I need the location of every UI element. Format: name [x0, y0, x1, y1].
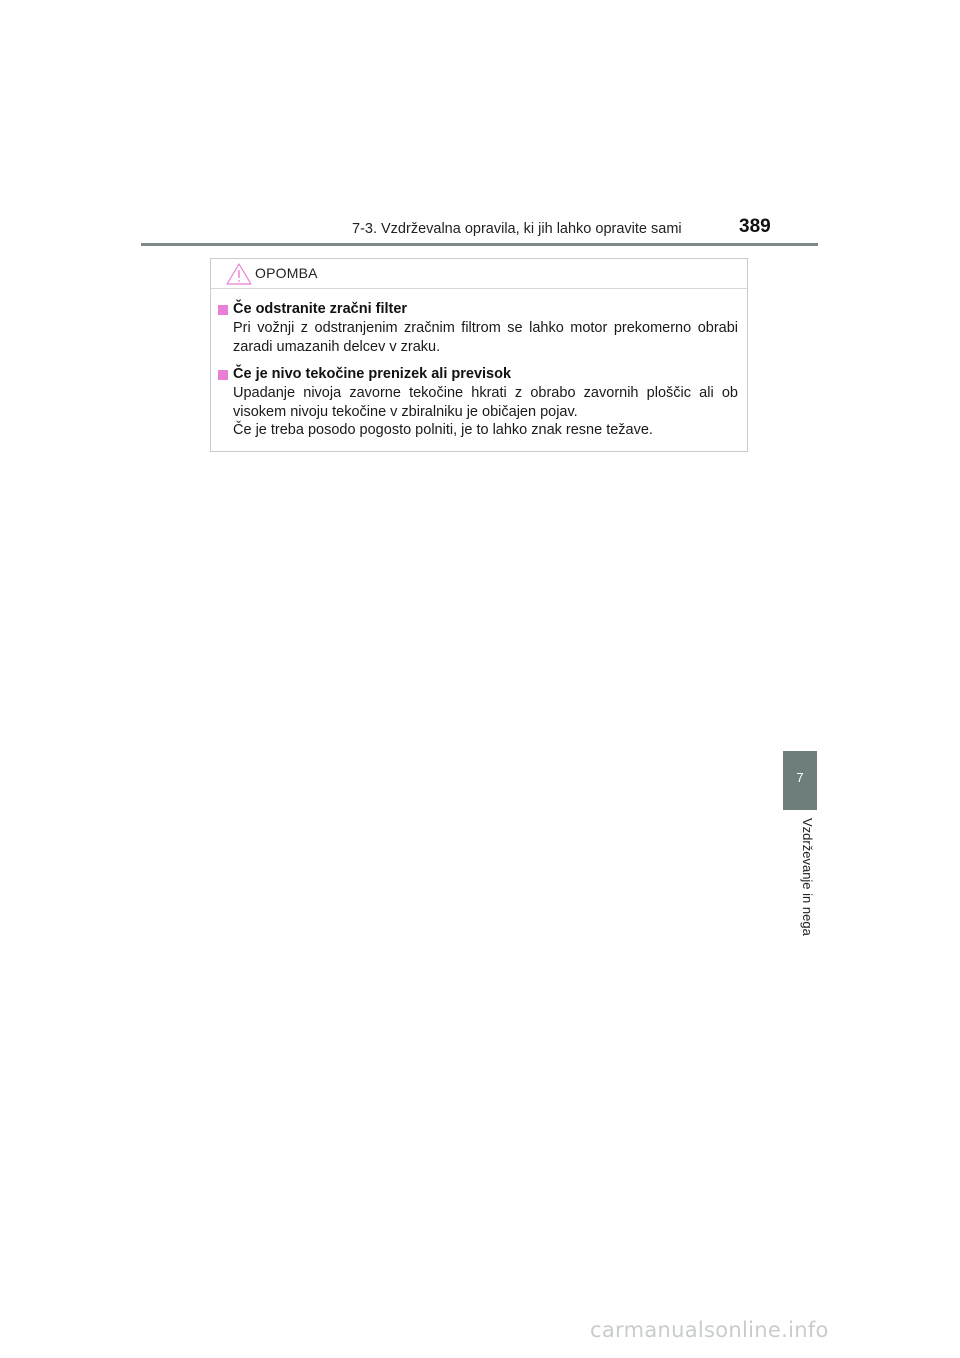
paragraph: Če je treba posodo pogosto polniti, je to lahko znak resne težave.	[233, 422, 653, 438]
notice-item	[218, 300, 738, 356]
bullet-square-icon	[218, 305, 228, 315]
paragraph: Pri vožnji z odstranjenim zračnim filtrom se lahko motor prekomerno obrabi zaradi umazanih delcev v zraku.	[233, 320, 738, 355]
heading-text: Če odstranite zračni filter	[233, 301, 408, 317]
notice-item	[218, 365, 738, 440]
section-title: 7-3. Vzdrževalna opravila, ki jih lahko opravite sami	[352, 221, 682, 237]
heading-text: Če je nivo tekočine prenizek ali previsok	[233, 366, 512, 382]
bullet-square-icon	[218, 370, 228, 380]
chapter-tab[interactable]	[783, 751, 817, 810]
paragraph: Upadanje nivoja zavorne tekočine hkrati z obrabo zavornih ploščic ali ob visokem nivoju tekočine v zbiralniku je običajen pojav.	[233, 385, 738, 420]
notice-item-heading	[218, 300, 738, 319]
header-rule	[141, 243, 818, 246]
chapter-label: Vzdrževanje in nega	[800, 818, 815, 936]
notice-header	[211, 259, 747, 289]
notice-item-text	[218, 319, 738, 356]
notice-item-heading	[218, 365, 738, 384]
notice-body	[211, 289, 747, 440]
warning-triangle-icon	[225, 262, 253, 286]
notice-item-text	[218, 384, 738, 440]
chapter-tab-number: 7	[796, 770, 804, 785]
notice-box	[210, 258, 748, 452]
page-number: 389	[739, 216, 771, 237]
watermark: carmanualsonline.info	[590, 1318, 829, 1342]
notice-title: OPOMBA	[255, 265, 318, 281]
